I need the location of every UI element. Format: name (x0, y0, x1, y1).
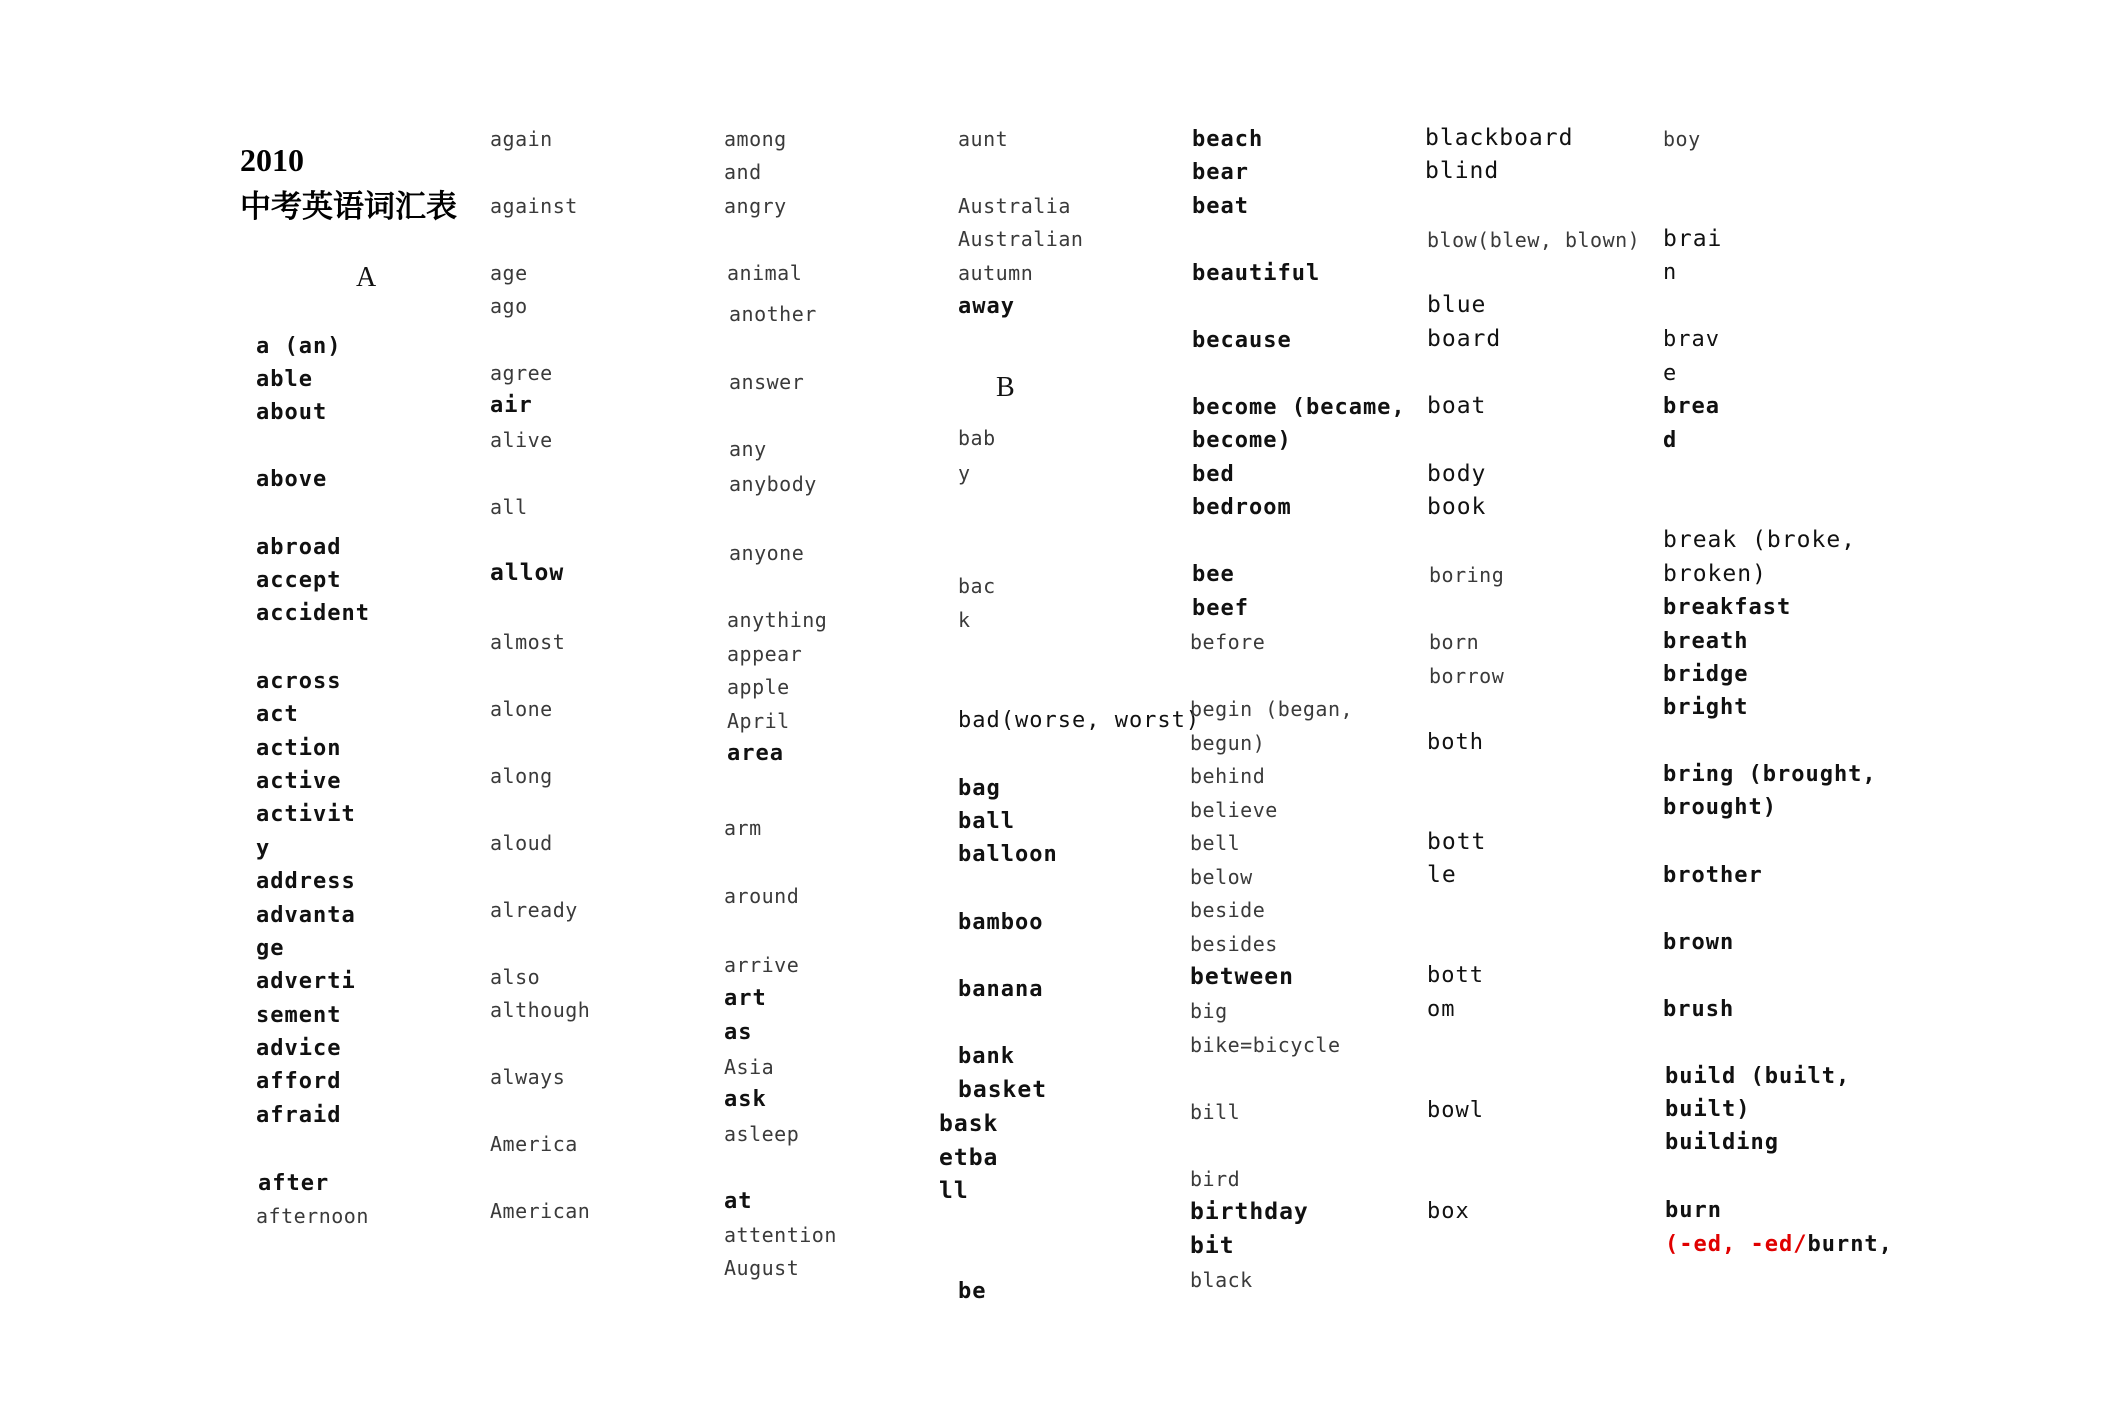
word-entry: bird (1190, 1167, 1241, 1191)
word-entry: angry (724, 194, 787, 218)
word-entry: about (256, 400, 328, 425)
word-entry: book (1427, 494, 1487, 520)
word-entry: brav (1663, 327, 1720, 352)
word-entry: breath (1663, 629, 1749, 654)
word-entry: ll (939, 1178, 969, 1204)
word-entry: bac (958, 574, 996, 598)
word-entry: advice (256, 1036, 342, 1061)
word-entry: e (1663, 361, 1678, 386)
word-entry: bright (1663, 695, 1749, 720)
word-entry: at (724, 1189, 753, 1214)
word-entry: beautiful (1192, 261, 1321, 286)
word-entry: arrive (724, 953, 800, 977)
word-entry: before (1190, 630, 1266, 654)
word-entry: asleep (724, 1122, 800, 1146)
word-entry: Australian (958, 227, 1084, 251)
word-entry: blind (1425, 158, 1500, 184)
word-entry: active (256, 769, 342, 794)
word-entry: autumn (958, 261, 1034, 285)
word-entry: etba (939, 1145, 999, 1171)
word-entry: box (1427, 1199, 1470, 1224)
word-entry: attention (724, 1223, 837, 1247)
word-entry: Asia (724, 1055, 775, 1079)
word-entry: after (258, 1171, 330, 1196)
word-entry: age (490, 261, 528, 285)
word-entry: bamboo (958, 910, 1044, 935)
word-entry: anybody (729, 472, 817, 496)
word-entry: brea (1663, 394, 1720, 419)
word-entry: borrow (1429, 664, 1505, 688)
word-entry: Australia (958, 194, 1071, 218)
word-entry: aunt (958, 127, 1009, 151)
word-entry: as (724, 1020, 753, 1045)
word-entry: le (1427, 862, 1457, 888)
word-entry: birthday (1190, 1199, 1309, 1225)
word-entry: accept (256, 568, 342, 593)
word-entry: become (became, (1192, 395, 1406, 420)
word-entry: alone (490, 697, 553, 721)
word-entry: act (256, 702, 299, 727)
word-entry: air (490, 393, 533, 418)
word-entry: blackboard (1425, 125, 1574, 151)
word-entry: banana (958, 977, 1044, 1002)
word-entry: bike=bicycle (1190, 1033, 1341, 1057)
word-entry: across (256, 669, 342, 694)
word-entry: around (724, 884, 800, 908)
word-entry: balloon (958, 842, 1058, 867)
word-entry: bear (1192, 160, 1249, 185)
word-entry: begun) (1190, 731, 1266, 755)
word-entry: address (256, 869, 356, 894)
word-entry: another (729, 302, 817, 326)
word-entry: agree (490, 361, 553, 385)
word-entry: able (256, 367, 313, 392)
word-entry: August (724, 1256, 800, 1280)
word-entry: area (727, 741, 784, 766)
word-entry: action (256, 736, 342, 761)
word-entry: and (724, 160, 762, 184)
word-entry: also (490, 965, 541, 989)
word-entry: ago (490, 294, 528, 318)
word-entry: all (490, 495, 528, 519)
word-entry: bee (1192, 562, 1235, 587)
word-entry: boring (1429, 563, 1505, 587)
word-entry: beef (1192, 596, 1249, 621)
word-entry: aloud (490, 831, 553, 855)
word-entry: beach (1192, 127, 1264, 152)
word-entry: bad(worse, worst) (958, 708, 1201, 733)
word-entry: bask (939, 1111, 999, 1137)
section-letter-b: B (996, 372, 1015, 403)
word-entry: bott (1427, 963, 1484, 988)
word-entry: bring (brought, (1663, 762, 1877, 787)
word-entry: become) (1192, 428, 1292, 453)
word-entry: ge (256, 936, 285, 961)
word-entry: burn (1665, 1198, 1722, 1223)
word-entry: American (490, 1199, 591, 1223)
word-entry: building (1665, 1130, 1779, 1155)
word-entry: brai (1663, 226, 1723, 252)
word-entry: body (1427, 461, 1487, 487)
word-entry: any (729, 437, 767, 461)
word-entry: appear (727, 642, 803, 666)
word-entry: brush (1663, 997, 1735, 1022)
word-entry: sement (256, 1003, 342, 1028)
word-entry: alive (490, 428, 553, 452)
title-year: 2010 (240, 142, 304, 178)
word-entry: bowl (1427, 1098, 1484, 1123)
word-entry: a (an) (256, 334, 342, 359)
word-entry: always (490, 1065, 566, 1089)
word-entry: breakfast (1663, 595, 1792, 620)
word-entry: n (1663, 260, 1678, 285)
word-entry: brother (1663, 863, 1763, 888)
word-entry: boy (1663, 127, 1701, 151)
word-entry: abroad (256, 535, 342, 560)
word-entry-burn-forms (1665, 1232, 1893, 1257)
word-entry: away (958, 294, 1015, 319)
word-entry: ask (724, 1087, 767, 1112)
word-entry: anyone (729, 541, 805, 565)
word-entry: between (1190, 964, 1294, 990)
word-entry: accident (256, 601, 370, 626)
word-entry: om (1427, 997, 1456, 1022)
word-entry: answer (729, 370, 805, 394)
word-entry: broken) (1663, 561, 1767, 587)
word-entry: behind (1190, 764, 1266, 788)
word-entry: afternoon (256, 1204, 369, 1228)
word-entry: activit (256, 802, 356, 827)
word-entry: adverti (256, 969, 356, 994)
word-entry: against (490, 194, 578, 218)
word-entry: almost (490, 630, 566, 654)
word-entry: already (490, 898, 578, 922)
word-entry: break (broke, (1663, 527, 1857, 553)
word-entry: blue (1427, 292, 1487, 318)
word-entry: both (1427, 730, 1484, 755)
word-entry: bag (958, 776, 1001, 801)
word-entry: bab (958, 426, 996, 450)
word-entry: bill (1190, 1100, 1241, 1124)
word-entry: k (958, 608, 971, 632)
word-entry: ball (958, 809, 1015, 834)
word-entry: bott (1427, 829, 1487, 855)
word-entry: afraid (256, 1103, 342, 1128)
word-entry: afford (256, 1069, 342, 1094)
word-entry: build (built, (1665, 1064, 1851, 1089)
word-entry: America (490, 1132, 578, 1156)
word-entry: bell (1190, 831, 1241, 855)
word-entry: born (1429, 630, 1480, 654)
word-entry: board (1427, 326, 1502, 352)
word-entry: besides (1190, 932, 1278, 956)
word-entry: beat (1192, 194, 1249, 219)
title-name: 中考英语词汇表 (240, 189, 457, 225)
word-entry: bank (958, 1044, 1015, 1069)
section-letter-a: A (356, 262, 377, 293)
word-entry: brought) (1663, 795, 1777, 820)
word-entry: be (958, 1279, 987, 1304)
word-entry: built) (1665, 1097, 1751, 1122)
word-entry: bed (1192, 462, 1235, 487)
word-entry: black (1190, 1268, 1253, 1292)
word-entry: beside (1190, 898, 1266, 922)
word-entry: bit (1190, 1233, 1235, 1259)
past-form-highlight: (-ed, -ed/ (1665, 1232, 1808, 1257)
word-entry: brown (1663, 930, 1735, 955)
word-entry: above (256, 467, 328, 492)
word-entry: blow(blew, blown) (1427, 228, 1641, 252)
word-entry: arm (724, 816, 762, 840)
word-entry: begin (began, (1190, 697, 1354, 721)
word-entry: animal (727, 261, 803, 285)
word-entry: again (490, 127, 553, 151)
word-entry: advanta (256, 903, 356, 928)
word-entry: believe (1190, 798, 1278, 822)
word-entry: anything (727, 608, 828, 632)
word-entry: because (1192, 328, 1292, 353)
word-entry: big (1190, 999, 1228, 1023)
past-form-text: burnt, (1807, 1232, 1893, 1257)
word-entry: along (490, 764, 553, 788)
word-entry: apple (727, 675, 790, 699)
word-entry: allow (490, 560, 565, 586)
word-entry: art (724, 986, 767, 1011)
word-entry: y (958, 461, 971, 485)
word-entry: d (1663, 428, 1678, 453)
word-entry: boat (1427, 393, 1487, 419)
word-entry: basket (958, 1077, 1048, 1103)
word-entry: below (1190, 865, 1253, 889)
word-entry: bedroom (1192, 495, 1292, 520)
word-entry: y (256, 836, 271, 861)
word-entry: although (490, 998, 591, 1022)
word-entry: April (727, 709, 790, 733)
word-entry: among (724, 127, 787, 151)
word-entry: bridge (1663, 662, 1749, 687)
